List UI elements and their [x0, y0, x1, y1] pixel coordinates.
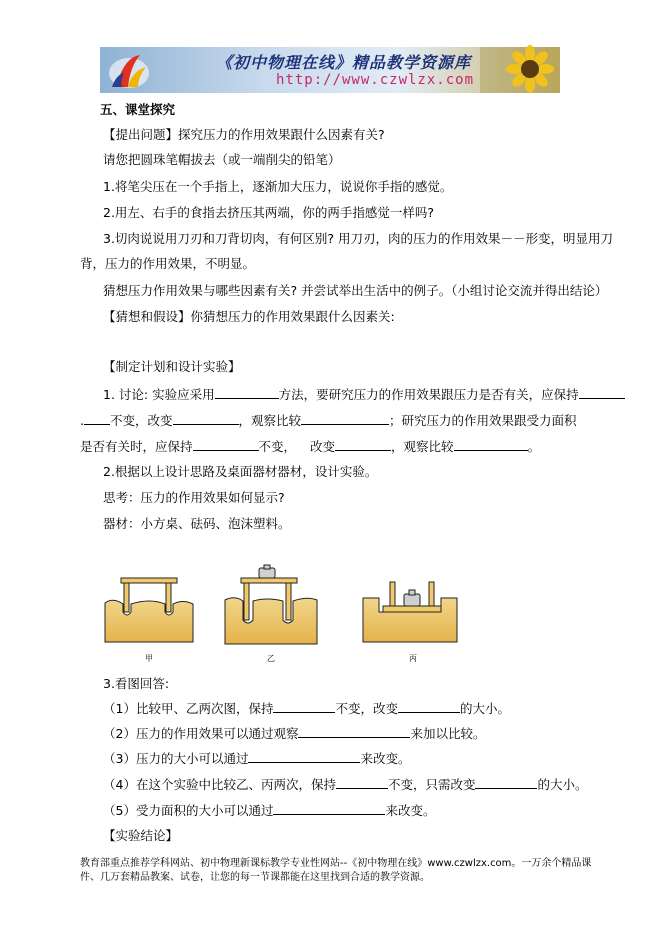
conclusion-title: 【实验结论】 — [103, 828, 179, 843]
label-bing: 丙 — [409, 654, 417, 663]
answer-4-text-a: （4）在这个实验中比较乙、丙两次，保持 — [103, 777, 336, 792]
plan-text-2c: ，观察比较 — [238, 413, 302, 428]
plan-text-3a: 是否有关时，应保持 — [80, 439, 193, 454]
answer-5-text-b: 来改变。 — [385, 803, 436, 818]
label-yi: 乙 — [267, 654, 275, 663]
diagram-jia — [105, 578, 193, 663]
blank-keep-2[interactable] — [193, 438, 259, 451]
answer-1-blank-1[interactable] — [273, 700, 335, 713]
hypothesis-text: 你猜想压力的作用效果跟什么因素关: — [190, 309, 395, 324]
guess-prompt: 猜想压力作用效果与哪些因素有关? 并尝试举出生活中的例子。（小组讨论交流并得出结论） — [103, 283, 608, 298]
footer-line-2: 件、几万套精品教案、试卷，让您的每一节课都能在这里找到合适的教学资源。 — [80, 872, 430, 883]
answer-1-text-a: （1）比较甲、乙两次图，保持 — [103, 701, 274, 716]
hypothesis-line — [103, 309, 395, 325]
answer-4-text-b: 不变，只需改变 — [387, 777, 476, 792]
banner-url[interactable]: http://www.czwlzx.com — [276, 72, 475, 88]
blank-keep-1[interactable] — [579, 386, 625, 399]
blank-change-2[interactable] — [335, 438, 391, 451]
plan-line-3 — [80, 438, 540, 455]
plan-text-1b: 方法，要研究压力的作用效果跟压力是否有关，应保持 — [278, 387, 579, 402]
diagram-bing — [363, 582, 457, 663]
answer-2-text-b: 来加以比较。 — [410, 726, 486, 741]
answer-title: 3.看图回答: — [103, 676, 170, 691]
question-label: 【提出问题】 — [103, 127, 179, 142]
blank-method[interactable] — [215, 386, 279, 399]
blank-observe-2[interactable] — [454, 438, 528, 451]
hypothesis-label: 【猜想和假设】 — [103, 309, 191, 324]
banner-title: 《初中物理在线》精品教学资源库 — [216, 53, 472, 72]
answer-5 — [103, 802, 435, 819]
answer-2 — [103, 725, 485, 742]
answer-5-text-a: （5）受力面积的大小可以通过 — [103, 803, 274, 818]
answer-4-blank-2[interactable] — [475, 776, 537, 789]
blank-change-1[interactable] — [173, 412, 239, 425]
think-line: 思考：压力的作用效果如何显示? — [103, 490, 285, 505]
answer-4-blank-1[interactable] — [336, 776, 388, 789]
plan-title: 【制定计划和设计实验】 — [103, 359, 241, 374]
answer-4 — [103, 776, 588, 793]
section-title: 五、课堂探究 — [100, 102, 176, 117]
plan-text-3b: 不变， — [258, 439, 297, 454]
answer-1-blank-2[interactable] — [398, 700, 460, 713]
plan-text-3e: 。 — [527, 439, 541, 454]
materials-line: 器材：小方桌、砝码、泡沫塑料。 — [103, 516, 291, 531]
answer-1 — [103, 700, 510, 717]
answer-4-text-c: 的大小。 — [537, 777, 588, 792]
blank-observe-1[interactable] — [301, 412, 389, 425]
item-1: 1.将笔尖压在一个手指上，逐渐加大压力，说说你手指的感觉。 — [103, 179, 453, 194]
item-3: 3.切肉说说用刀刃和刀背切肉，有何区别? 用刀刃，肉的压力的作用效果－－形变，明显用刀 — [103, 231, 614, 246]
answer-2-text-a: （2）压力的作用效果可以通过观察 — [103, 726, 299, 741]
answer-3-text-a: （3）压力的大小可以通过 — [103, 751, 249, 766]
intro-line: 请您把圆珠笔帽拔去（或一端削尖的铅笔） — [103, 152, 341, 167]
header-banner — [100, 47, 560, 93]
plan-text-3d: ，观察比较 — [391, 439, 454, 454]
item-2: 2.用左、右手的食指去挤压其两端，你的两手指感觉一样吗? — [103, 205, 435, 220]
plan-line-2 — [80, 412, 577, 429]
diagram-yi — [225, 565, 317, 663]
answer-2-blank[interactable] — [298, 725, 410, 738]
plan-text-2d: ；研究压力的作用效果跟受力面积 — [389, 413, 577, 428]
sunflower-icon — [480, 47, 560, 93]
plan-text-2b: 不变，改变 — [109, 413, 173, 428]
plan-step-2: 2.根据以上设计思路及桌面器材器材，设计实验。 — [103, 464, 378, 479]
plan-text-2a: . — [80, 413, 84, 428]
answer-3-text-b: 来改变。 — [360, 751, 411, 766]
site-logo-icon — [106, 51, 152, 91]
label-jia: 甲 — [145, 654, 153, 663]
plan-text-1a: 1. 讨论: 实验应采用 — [103, 387, 215, 402]
answer-3 — [103, 750, 410, 767]
answer-3-blank[interactable] — [248, 750, 360, 763]
blank-keep-1b[interactable] — [84, 412, 110, 425]
footer-line-1: 教育部重点推荐学科网站、初中物理新课标教学专业性网站--《初中物理在线》www.czwlzx.com。一万余个精品课 — [80, 858, 592, 869]
answer-5-blank[interactable] — [273, 802, 385, 815]
question-line — [103, 127, 385, 143]
plan-text-3c: 改变 — [310, 439, 336, 454]
experiment-diagram — [103, 568, 415, 664]
plan-line-1 — [103, 386, 625, 403]
question-text: 探究压力的作用效果跟什么因素有关? — [178, 127, 385, 142]
item-3-cont: 背，压力的作用效果，不明显。 — [80, 256, 256, 271]
answer-1-text-c: 的大小。 — [459, 701, 510, 716]
answer-1-text-b: 不变，改变 — [335, 701, 398, 716]
